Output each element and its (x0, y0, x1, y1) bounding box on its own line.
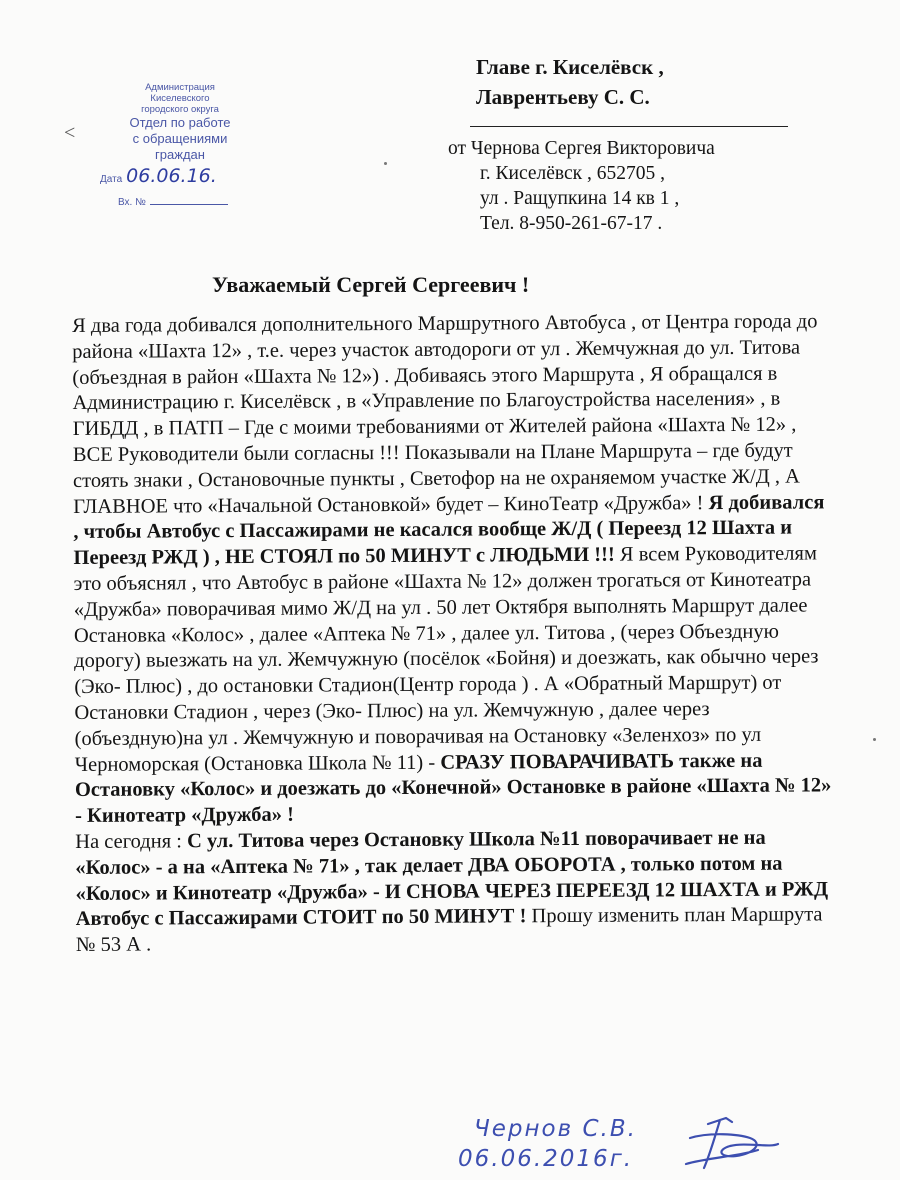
stamp-date-label: Дата (100, 174, 123, 185)
body-text-run: Прошу изменить план Маршрута № 53 А . (75, 903, 823, 957)
sender-line: г. Киселёвск , 652705 , (480, 163, 666, 184)
salutation: Уважаемый Сергей Сергеевич ! (212, 272, 530, 297)
body-bold-run: СРАЗУ ПОВАРАЧИВАТЬ также на Остановку «Колос» и доезжать до «Конечной» Остановке в районе «Шахта № 12» - Кинотеатр «Дружба» ! (74, 749, 832, 828)
body-paragraph (75, 825, 836, 959)
stamp-org-line: городского округа (141, 104, 219, 115)
header-rule (470, 126, 788, 127)
sender-line: Тел. 8-950-261-67-17 . (480, 213, 663, 234)
stamp-org-line: Киселевского (150, 93, 210, 104)
stamp-number-label: Вх. № (118, 197, 146, 208)
stamp-dept-line: Отдел по работе (129, 115, 231, 130)
handwritten-date: 06.06.2016г. (458, 1146, 634, 1172)
stamp-number-line (150, 203, 228, 205)
stamp-dept-line: с обращениями (132, 131, 228, 146)
addressee-block (476, 52, 664, 112)
letter-body (72, 309, 836, 959)
stamp-date-row (100, 165, 260, 187)
body-bold-run: С ул. Титова через Остановку Школа №11 поворачивает не на «Колос» - а на «Аптека № 71» , так делает ДВА ОБОРОТА , только потом на «Колос» и Кинотеатр «Дружба» - И СНОВА ЧЕРЕЗ ПЕРЕЕЗД 12 ШАХТА и РЖД Автобус с Пассажирами СТОИТ по 50 МИНУТ ! (75, 826, 829, 931)
body-text-run: Я всем Руководителям это объяснял , что Автобус в районе «Шахта № 12» должен трогаться от Кинотеатра «Дружба» поворачивая мимо Ж/Д на ул . 50 лет Октября выполнять Маршрут далее Остановка «Колос» , далее «Аптека № 71» , далее ул. Титова , (через Объездную дорогу) выезжать на ул. Жемчужную (посёлок «Бойня) и доезжать, как обычно через (Эко- Плюс) , до остановки Стадион(Центр города ) . А «Обратный Маршрут) от Остановки Стадион , через (Эко- Плюс) на ул. Жемчужную , далее через (объездную)на ул . Жемчужную и поворачивая на Остановку «Зеленхоз» по ул Черноморская (Остановка Школа № 11) - (73, 542, 819, 776)
stamp-dept-line: граждан (155, 147, 205, 162)
body-text-run: На сегодня : (75, 830, 188, 853)
handwritten-name: Чернов С.В. (474, 1116, 637, 1142)
stamp-date-value: 06.06.16. (126, 165, 217, 187)
stamp-org-line: Администрация (145, 82, 215, 93)
body-text-run: Я два года добивался дополнительного Маршрутного Автобуса , от Центра города до района «Шахта 12» , т.е. через участок автодороги от ул . Жемчужная до ул. Титова (объездная в район «Шахта № 12») . Добиваясь этого Маршрута , Я обращался в Администрацию г. Киселёвск , в «Управление по Благоустройства населения» , в ГИБДД , в ПАТП – Где с моими требованиями от Жителей района «Шахта № 12» , ВСЕ Руководители были согласны !!! Показывали на Плане Маршрута – где будут стоять знаки , Остановочные пункты , Светофор на не охраняемом участке Ж/Д , А ГЛАВНОЕ что «Начальной Остановкой» будет – КиноТеатр «Дружба» ! (72, 310, 818, 518)
sender-line: ул . Ращупкина 14 кв 1 , (480, 188, 680, 209)
signature-scribble (680, 1110, 790, 1176)
addressee-line: Главе г. Киселёвск , (476, 55, 664, 79)
sender-line: от Чернова Сергея Викторовича (448, 138, 715, 159)
margin-mark: < (64, 122, 76, 144)
addressee-line: Лаврентьеву С. С. (476, 85, 650, 109)
body-bold-run: Я добивался , чтобы Автобус с Пассажирами не касался вообще Ж/Д ( Переезд 12 Шахта и Переезд РЖД ) , НЕ СТОЯЛ по 50 МИНУТ с ЛЮДЬМИ !!! (73, 490, 825, 570)
stamp-number-row (100, 197, 260, 208)
scan-speck (384, 162, 387, 165)
body-paragraph (72, 309, 835, 830)
sender-block (448, 136, 715, 236)
registration-stamp (100, 82, 260, 208)
scan-speck (873, 738, 876, 741)
